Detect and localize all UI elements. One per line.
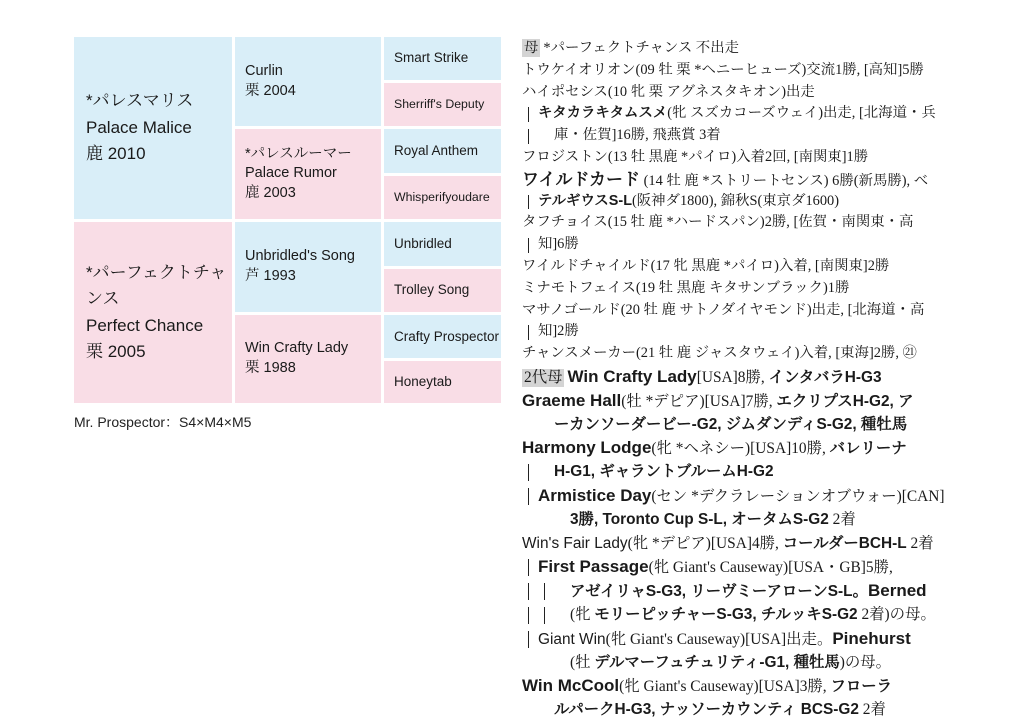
g3-cell-8 [384,361,501,403]
harmony-lodge-line [522,436,962,460]
win-mccool-race: フローラ [830,678,893,696]
g3-cell-1 [384,37,501,80]
g3-name: Sherriff's Deputy [394,97,485,112]
first-passage-cont [522,579,962,603]
harmony-lodge-race: バレリーナ [829,440,907,458]
offspring-2-child-cont [522,125,962,147]
sire-sire-info: 栗 2004 [245,82,296,99]
betelgeuse-race: テルギウスS-L [538,192,632,209]
g3-cell-7 [384,315,501,358]
offspring-3: フロジストン(13 牡 黒鹿 *パイロ)入着2回, [南関東]1勝 [522,148,869,165]
dam-sire-name: Unbridled's Song [245,248,355,265]
g3-cell-3 [384,129,501,173]
armistice-day-name: Armistice Day [538,485,652,505]
offspring-2-child [522,103,962,125]
win-mccool-place: 2着 [858,701,886,719]
sire-cell [74,37,232,219]
armistice-day-text: (セン *デクラレーションオブウォー)[CAN] [651,487,945,505]
g3-name: Honeytab [394,373,452,389]
g3-cell-5 [384,222,501,266]
g3-name: Unbridled [394,235,452,251]
pinehurst-name: Pinehurst [832,628,911,648]
family-notes [522,38,962,722]
dam-tag: 母 [524,40,539,56]
giant-win-name: Giant Win [538,630,606,648]
sire-sire-name: Curlin [245,62,283,79]
first-passage-races: アゼイリャS-G3, リーヴミーアローンS-L。 [570,583,868,601]
harmony-lodge-text: (牝 *ヘネシー)[USA]10勝, [651,440,830,458]
wins-fair-lady-text: (牝 *デピア)[USA]4勝, [627,534,783,552]
berned-name: Berned [867,581,927,601]
kitakara-text-2: 庫・佐賀]16勝, 飛燕賞 3着 [554,127,721,144]
win-mccool-races: ルパークH-G3, ナッソーカウンティ BCS-G2 [554,701,859,719]
second-dam-tag: 2代母 [524,368,563,386]
sire-info: 鹿 2010 [86,144,146,164]
giant-win-text: (牝 Giant's Causeway)[USA]出走。 [605,630,833,648]
offspring-5-cont [522,234,962,256]
dam-sire-cell [235,222,381,312]
pinehurst-races: デルマーフュチュリティ-G1, 種牡馬 [594,653,840,671]
offspring-9: チャンスメーカー(21 牡 鹿 ジャスタウェイ)入着, [東海]2勝, ㉑ [522,345,917,362]
dam-cell [74,222,232,403]
wildcard-text: (14 牡 鹿 *ストリートセンス) 6勝(新馬勝), ベ [639,172,929,189]
wins-fair-lady-name: Win's Fair Lady [522,534,628,552]
giant-win-line [522,627,962,651]
wins-fair-lady-race: コールダーBCH-L [782,534,907,552]
sire-name-jp: *パレスマリス [86,91,194,111]
dam-dam-cell [235,315,381,403]
armistice-day-place: 2着 [828,510,856,528]
masano-text-2: 知]2勝 [538,323,579,340]
offspring-8-cont [522,321,962,343]
berned-races: モリーピッチャーS-G3, チルッキS-G2 [594,605,858,623]
dam-text: *パーフェクトチャンス 不出走 [543,40,739,56]
first-passage-text: (牝 Giant's Causeway)[USA・GB]5勝, [648,559,893,577]
harmony-lodge-name: Harmony Lodge [522,438,652,458]
second-dam-text: [USA]8勝, [696,368,769,386]
win-mccool-line [522,674,962,698]
dam-name-en: Perfect Chance [86,315,204,335]
win-mccool-text: (牝 Giant's Causeway)[USA]3勝, [619,678,831,696]
second-dam-name: Win Crafty Lady [567,366,697,386]
wildcard-name: ワイルドカード [522,169,640,189]
graeme-hall-text: (牡 *デピア)[USA]7勝, [621,392,777,410]
armistice-day-line [522,484,962,508]
inbreeding-note: Mr. Prospector：S4×M4×M5 [74,414,252,430]
armistice-day-races: 3勝, Toronto Cup S-L, オータムS-G2 [570,510,829,528]
graeme-hall-race: エクリプスH-G2, ア [776,392,914,410]
graeme-hall-races: ーカンソーダービー-G2, ジムダンディS-G2, 種牡馬 [554,415,908,433]
wins-fair-lady-line [522,532,962,556]
berned-line [522,603,962,627]
g3-name: Royal Anthem [394,142,479,158]
first-passage-name: First Passage [538,557,649,577]
offspring-6: ワイルドチャイルド(17 牝 黒鹿 *パイロ)入着, [南関東]2勝 [522,257,890,274]
graeme-hall-cont [522,413,962,437]
offspring-1: トウケイオリオン(09 牡 栗 *ヘニーヒューズ)交流1勝, [高知]5勝 [522,61,924,78]
harmony-lodge-cont [522,460,962,484]
g3-name: Whisperifyoudare [394,190,490,205]
offspring-7: ミナモトフェイス(19 牡 黒鹿 キタサンブラック)1勝 [522,279,850,296]
dam-line [522,38,962,60]
graeme-hall-name: Graeme Hall [522,390,622,410]
harmony-lodge-races: H-G1, ギャラントブルームH-G2 [554,463,774,481]
wildcard-text-2: (阪神ダ1800), 錦秋S(東京ダ1600) [631,192,840,209]
sire-name-en: Palace Malice [86,117,192,137]
g3-name: Crafty Prospector [394,328,500,344]
offspring-8: マサノゴールド(20 牡 鹿 サトノダイヤモンド)出走, [北海道・高 [522,301,925,318]
offspring-5: タフチョイス(15 牡 鹿 *ハードスパン)2勝, [佐賀・南関東・高 [522,214,914,231]
dam-dam-info: 栗 1988 [245,360,296,376]
second-dam-race: インタバラH-G3 [768,368,882,386]
sire-dam-info: 鹿 2003 [245,184,296,201]
kitakara-text: (牝 スズカコーズウェイ)出走, [北海道・兵 [667,105,936,122]
second-dam-line [522,365,962,389]
sire-dam-cell [235,129,381,219]
kitakara-name: キタカラキタムスメ [538,105,668,122]
wins-fair-lady-place: 2着 [906,534,934,552]
berned-close: 2着)の母。 [857,605,936,623]
pinehurst-close: )の母。 [839,653,892,671]
sire-sire-cell [235,37,381,126]
graeme-hall-line [522,389,962,413]
pinehurst-line [522,651,962,675]
first-passage-line [522,555,962,579]
g3-name: Smart Strike [394,50,469,66]
armistice-day-cont [522,508,962,532]
win-mccool-cont [522,698,962,722]
win-mccool-name: Win McCool [522,676,620,696]
g3-cell-6 [384,269,501,312]
dam-info: 栗 2005 [86,341,146,361]
offspring-4 [522,169,962,191]
dam-dam-name: Win Crafty Lady [245,340,349,357]
g3-cell-2 [384,83,501,126]
sire-dam-name-jp: *パレスルーマー [245,145,352,162]
dam-name-jp: *パーフェクトチャンス [86,262,227,309]
pinehurst-open: (牡 [570,653,595,671]
sire-dam-name-en: Palace Rumor [245,165,337,182]
offspring-2: ハイポセシス(10 牝 栗 アグネスタキオン)出走 [522,83,815,100]
berned-open: (牝 [570,605,595,623]
offspring-4-cont [522,191,962,213]
tough-text-2: 知]6勝 [538,236,579,253]
g3-cell-4 [384,176,501,219]
dam-sire-info: 芦 1993 [245,268,296,284]
g3-name: Trolley Song [394,282,470,298]
pedigree-table [74,37,501,403]
